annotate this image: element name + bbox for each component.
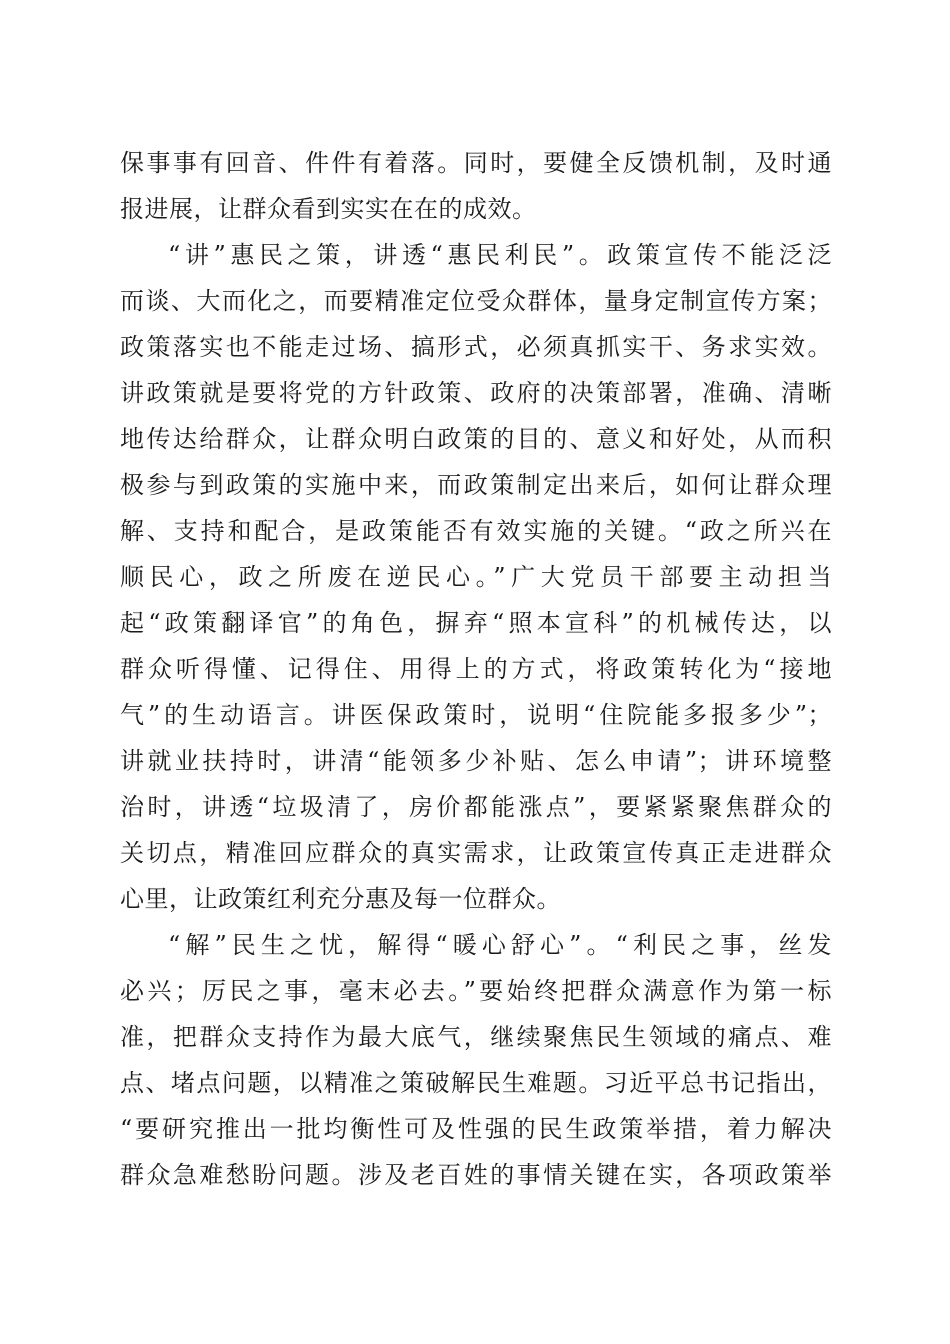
text-line: 气”的生动语言。讲医保政策时，说明“住院能多报多少”； (120, 701, 832, 729)
text-line: 讲就业扶持时，讲清“能领多少补贴、怎么申请”；讲环境整 (120, 747, 832, 775)
text-line: 准，把群众支持作为最大底气，继续聚焦民生领域的痛点、难 (120, 1023, 832, 1051)
text-line: 治时，讲透“垃圾清了，房价都能涨点”，要紧紧聚焦群众的 (120, 793, 832, 821)
text-line: 解、支持和配合，是政策能否有效实施的关键。“政之所兴在 (120, 517, 832, 545)
text-line: “要研究推出一批均衡性可及性强的民生政策举措，着力解决 (120, 1115, 832, 1143)
text-line: 而谈、大而化之，而要精准定位受众群体，量身定制宣传方案； (120, 287, 832, 315)
text-line: 心里，让政策红利充分惠及每一位群众。 (120, 885, 561, 913)
text-line: 极参与到政策的实施中来，而政策制定出来后，如何让群众理 (120, 471, 832, 499)
text-line: 点、堵点问题，以精准之策破解民生难题。习近平总书记指出， (120, 1069, 832, 1097)
text-line: 起“政策翻译官”的角色，摒弃“照本宣科”的机械传达，以 (120, 609, 832, 637)
paragraph-first-line: “讲”惠民之策，讲透“惠民利民”。政策宣传不能泛泛 (168, 241, 832, 269)
text-line: 保事事有回音、件件有着落。同时，要健全反馈机制，及时通 (120, 149, 832, 177)
text-line: 报进展，让群众看到实实在在的成效。 (120, 195, 537, 223)
text-line: 政策落实也不能走过场、搞形式，必须真抓实干、务求实效。 (120, 333, 832, 361)
text-line: 讲政策就是要将党的方针政策、政府的决策部署，准确、清晰 (120, 379, 832, 407)
text-line: 必兴；厉民之事，毫末必去。”要始终把群众满意作为第一标 (120, 977, 832, 1005)
text-line: 群众急难愁盼问题。涉及老百姓的事情关键在实，各项政策举 (120, 1161, 832, 1189)
paragraph-first-line: “解”民生之忧，解得“暖心舒心”。“利民之事，丝发 (168, 931, 832, 959)
text-line: 地传达给群众，让群众明白政策的目的、意义和好处，从而积 (120, 425, 832, 453)
text-line: 顺民心，政之所废在逆民心。”广大党员干部要主动担当 (120, 563, 832, 591)
text-line: 关切点，精准回应群众的真实需求，让政策宣传真正走进群众 (120, 839, 832, 867)
text-line: 群众听得懂、记得住、用得上的方式，将政策转化为“接地 (120, 655, 832, 683)
